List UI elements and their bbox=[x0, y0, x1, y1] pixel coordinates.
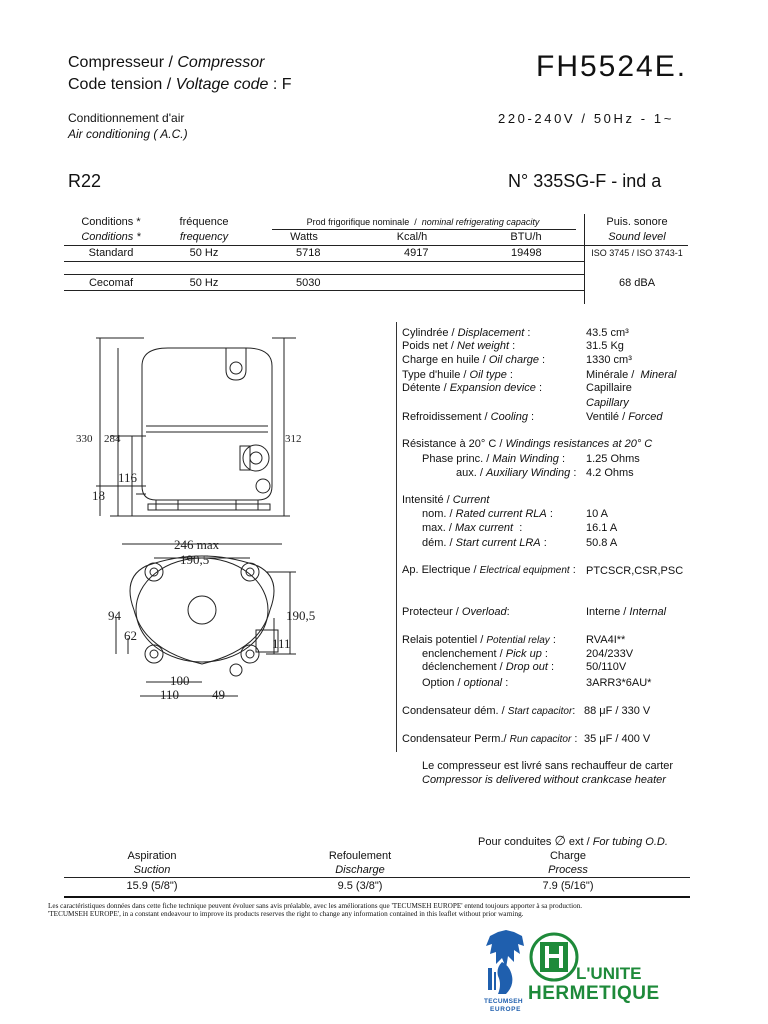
unite-text: L'UNITE bbox=[576, 964, 642, 983]
discharge-label-en: Discharge bbox=[335, 864, 385, 876]
suction-label-en: Suction bbox=[133, 864, 171, 876]
table-row-watts: 5030 bbox=[296, 277, 321, 289]
compressor-type: Compresseur / Compressor bbox=[68, 54, 265, 71]
header-conditions-fr: Conditions * bbox=[81, 216, 141, 228]
suction-label-fr: Aspiration bbox=[127, 850, 177, 862]
spec-lra: dém. / Start current LRA : bbox=[422, 537, 547, 549]
header-conditions-en: Conditions * bbox=[81, 231, 141, 243]
suction-value: 15.9 (5/8") bbox=[126, 880, 178, 892]
dim-284: 284 bbox=[104, 433, 121, 445]
spec-expansion-value-en: Capillary bbox=[586, 397, 629, 409]
heater-note-en: Compressor is delivered without crankcase heater bbox=[422, 774, 666, 786]
spec-rla: nom. / Rated current RLA : bbox=[422, 508, 553, 520]
application-fr: Conditionnement d'air bbox=[68, 111, 185, 125]
header-frequency-fr: fréquence bbox=[179, 216, 229, 228]
dim-100: 100 bbox=[170, 673, 190, 688]
spec-main-winding: Phase princ. / Main Winding : bbox=[422, 453, 565, 465]
table-row-watts: 5718 bbox=[296, 247, 321, 259]
hermetique-text: HERMETIQUE bbox=[528, 983, 660, 1004]
spec-expansion-value-fr: Capillaire bbox=[586, 382, 632, 394]
spec-rla-value: 10 A bbox=[586, 508, 609, 520]
voltage-code: Code tension / Voltage code : F bbox=[68, 76, 292, 93]
dim-116: 116 bbox=[118, 470, 138, 485]
spec-run-capacitor-value: 35 μF / 400 V bbox=[584, 733, 651, 745]
diameter-icon: ∅ bbox=[554, 833, 566, 848]
dim-62: 62 bbox=[124, 628, 137, 643]
dim-330: 330 bbox=[76, 433, 93, 445]
dim-190-5-depth: 190,5 bbox=[286, 608, 316, 623]
disclaimer: Les caractéristiques données dans cette fiche technique peuvent évoluer sans avis préalable, avec les améliorations que 'TECUMSEH EUROPE' entend toujours apporter à sa production. 'TECUMSEH EUROPE', in a constant endeavour to improve its products reserves the right to change any information contained in this leaflet without prior warning. bbox=[48, 902, 583, 918]
unite-hermetique-mark bbox=[528, 932, 580, 982]
heater-note-fr: Le compresseur est livré sans rechauffeur de carter bbox=[422, 760, 674, 772]
dim-111: 111 bbox=[272, 636, 291, 651]
spec-overload: Protecteur / Overload: bbox=[402, 606, 510, 618]
spec-main-winding-value: 1.25 Ohms bbox=[586, 453, 640, 465]
dim-110: 110 bbox=[160, 687, 180, 702]
application-en: Air conditioning ( A.C.) bbox=[68, 127, 188, 141]
spec-cooling-value: Ventilé / Forced bbox=[586, 411, 663, 423]
spec-expansion: Détente / Expansion device : bbox=[402, 382, 543, 394]
process-label-fr: Charge bbox=[549, 850, 587, 862]
sound-standard: ISO 3745 / ISO 3743-1 bbox=[591, 248, 683, 258]
spec-oil-type: Type d'huile / Oil type : bbox=[402, 369, 513, 381]
header-watts: Watts bbox=[290, 231, 318, 243]
spec-displacement: Cylindrée / Displacement : bbox=[402, 327, 531, 339]
table-row-freq: 50 Hz bbox=[189, 247, 219, 259]
spec-aux-winding-value: 4.2 Ohms bbox=[586, 467, 634, 479]
table-row-cond: Standard bbox=[88, 247, 134, 259]
spec-relay: Relais potentiel / Potential relay : bbox=[402, 634, 556, 646]
model-number: FH5524E. bbox=[536, 50, 688, 83]
spec-start-capacitor: Condensateur dém. / Start capacitor: bbox=[402, 705, 576, 717]
header-btu: BTU/h bbox=[510, 231, 542, 243]
dim-312: 312 bbox=[285, 433, 302, 445]
spec-relay-value: RVA4I** bbox=[586, 634, 626, 646]
sound-value: 68 dBA bbox=[618, 277, 656, 289]
spec-weight-value: 31.5 Kg bbox=[586, 340, 624, 352]
tecumseh-text: TECUMSEH bbox=[484, 998, 523, 1005]
spec-electrical: Ap. Electrique / Electrical equipment : bbox=[402, 564, 576, 576]
header-kcal: Kcal/h bbox=[396, 231, 428, 243]
spec-resistance: Résistance à 20° C / Windings resistances at 20° C bbox=[402, 438, 653, 450]
dim-49: 49 bbox=[212, 687, 225, 702]
uh-emblem-icon bbox=[528, 932, 580, 982]
spec-dropout: déclenchement / Drop out : bbox=[422, 661, 555, 673]
spec-electrical-value: PTCSCR,CSR,PSC bbox=[586, 565, 684, 577]
refrigerant: R22 bbox=[68, 171, 102, 191]
dim-94: 94 bbox=[108, 608, 121, 623]
spec-lra-value: 50.8 A bbox=[586, 537, 618, 549]
compressor-drawing bbox=[60, 318, 380, 708]
spec-current: Intensité / Current bbox=[402, 494, 490, 506]
process-label-en: Process bbox=[548, 864, 588, 876]
dim-18: 18 bbox=[92, 488, 105, 503]
spec-option-value: 3ARR3*6AU* bbox=[586, 677, 652, 689]
dim-246-max: 246 max bbox=[174, 537, 220, 552]
table-row-kcal: 4917 bbox=[404, 247, 429, 259]
document-number: N° 335SG-F - ind a bbox=[508, 171, 662, 191]
spec-dropout-value: 50/110V bbox=[586, 661, 627, 673]
table-row-freq: 50 Hz bbox=[189, 277, 219, 289]
spec-cooling: Refroidissement / Cooling : bbox=[402, 411, 535, 423]
header-sound-fr: Puis. sonore bbox=[606, 216, 668, 228]
spec-run-capacitor: Condensateur Perm./ Run capacitor : bbox=[402, 733, 578, 745]
discharge-label-fr: Refoulement bbox=[328, 850, 392, 862]
header-capacity: Prod frigorifique nominale / nominal refrigerating capacity bbox=[306, 217, 540, 227]
header-sound-en: Sound level bbox=[608, 231, 666, 243]
tecumseh-logo bbox=[484, 928, 528, 1018]
header-frequency-en: frequency bbox=[179, 231, 229, 243]
spec-pickup-value: 204/233V bbox=[586, 648, 634, 660]
chief-head-icon bbox=[484, 928, 528, 998]
spec-weight: Poids net / Net weight : bbox=[402, 340, 516, 352]
spec-max-current: max. / Max current : bbox=[422, 522, 523, 534]
europe-text: EUROPE bbox=[490, 1006, 522, 1013]
tubing-heading: Pour conduites ∅ ext / For tubing O.D. bbox=[478, 833, 668, 848]
dim-190-5-width: 190,5 bbox=[180, 552, 210, 567]
spec-displacement-value: 43.5 cm³ bbox=[586, 327, 629, 339]
spec-max-current-value: 16.1 A bbox=[586, 522, 618, 534]
table-row-cond: Cecomaf bbox=[88, 277, 134, 289]
spec-option: Option / optional : bbox=[422, 677, 509, 689]
spec-aux-winding: aux. / Auxiliary Winding : bbox=[456, 467, 577, 479]
table-row-btu: 19498 bbox=[511, 247, 542, 259]
spec-oil-type-value: Minérale / Mineral bbox=[586, 369, 677, 381]
process-value: 7.9 (5/16") bbox=[542, 880, 594, 892]
spec-start-capacitor-value: 88 μF / 330 V bbox=[584, 705, 651, 717]
discharge-value: 9.5 (3/8") bbox=[337, 880, 383, 892]
spec-pickup: enclenchement / Pick up : bbox=[422, 648, 548, 660]
spec-oil-charge: Charge en huile / Oil charge : bbox=[402, 354, 546, 366]
power-supply: 220-240V / 50Hz - 1~ bbox=[498, 111, 674, 126]
spec-overload-value: Interne / Internal bbox=[586, 606, 667, 618]
svg-text:UH: UH bbox=[528, 932, 530, 933]
spec-oil-charge-value: 1330 cm³ bbox=[586, 354, 632, 366]
